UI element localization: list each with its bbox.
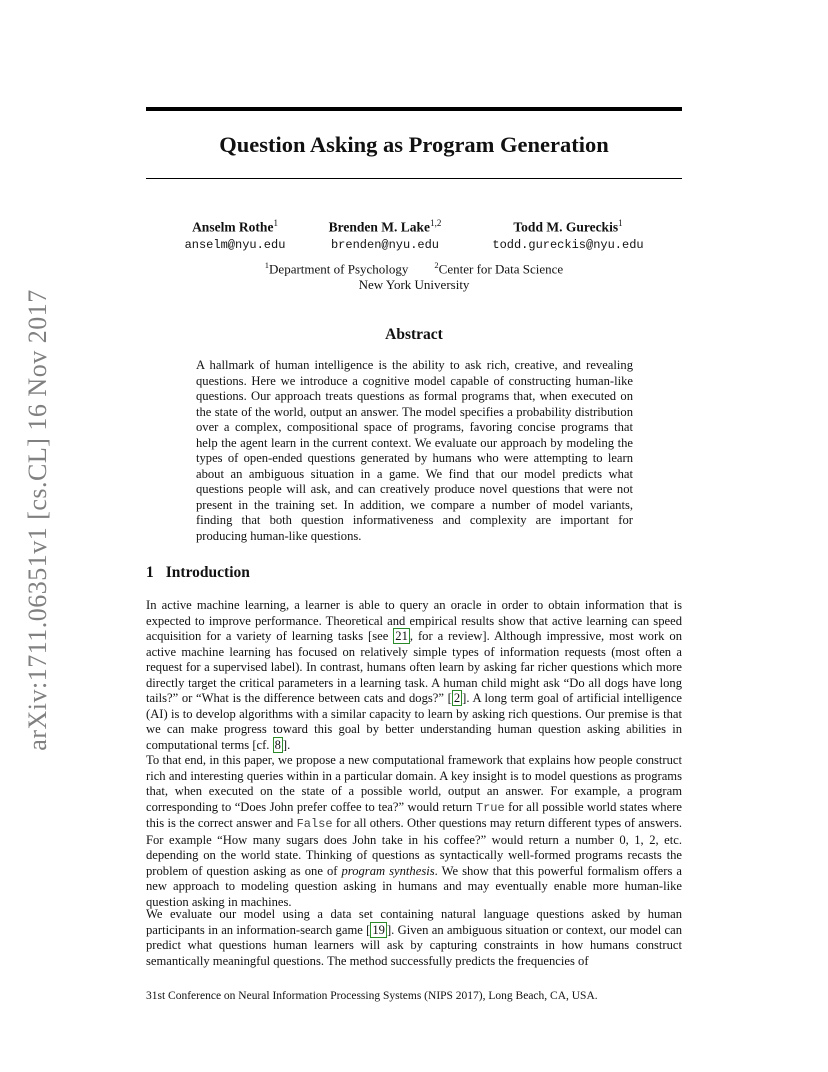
code-false: False [296, 817, 333, 831]
author-1 [170, 214, 300, 253]
author-email[interactable]: brenden@nyu.edu [330, 237, 440, 252]
title-bottom-rule [146, 178, 682, 179]
conference-footer: 31st Conference on Neural Information Processing Systems (NIPS 2017), Long Beach, CA, USA. [146, 990, 598, 1002]
intro-paragraph-3: We evaluate our model using a data set containing natural language questions asked by human participants in an information-search game [ 19 ]. Given an ambiguous situation or context, our model can predict what questions human learners will ask by capturing constraints in how humans construct semantically meaningful questions. The method successfully predicts the frequencies of [146, 907, 682, 968]
section-number: 1 [146, 564, 154, 581]
author-email[interactable]: anselm@nyu.edu [184, 237, 286, 252]
intro-paragraph-2: To that end, in this paper, we propose a new computational framework that explains how people construct rich and interesting queries within in a particular domain. A key insight is to model questions as programs that, when executed on the state of a possible world, output an answer. For example, a program corresponding to “Does John prefer coffee to tea?” would return True for all possible world states where this is the correct answer and False for all others. Other questions may return different types of answers. For example “How many sugars does John take in his coffee?” would return a number 0, 1, 2, etc. depending on the world state. Thinking of questions as syntactically well-formed programs recasts the problem of question asking as one of program synthesis. We show that this powerful formalism offers a new approach to modeling question asking in humans and may eventually enable more human-like question asking in machines. [146, 753, 682, 909]
citation-link[interactable]: 2 [453, 691, 461, 705]
section-heading [146, 564, 250, 582]
author-3 [478, 214, 658, 253]
code-true: True [475, 800, 505, 815]
author-2 [310, 214, 460, 253]
citation-link[interactable]: 21 [395, 629, 408, 643]
institution: New York University [358, 277, 470, 293]
author-name: Anselm Rothe$^1$ [192, 218, 278, 235]
citation-link[interactable]: 8 [274, 737, 281, 752]
title-top-rule [146, 107, 682, 111]
emphasis: program synthesis [341, 863, 435, 878]
affiliations: $^1$Department of Psychology $^2$Center for Data Science New York University [146, 257, 682, 293]
citation-link[interactable]: 19 [372, 922, 385, 937]
author-email[interactable]: todd.gureckis@nyu.edu [492, 237, 644, 252]
author-name: Todd M. Gureckis$^1$ [513, 218, 623, 235]
intro-paragraph-1: In active machine learning, a learner is able to query an oracle in order to obtain information that is expected to improve performance. Theoretical and empirical results show that active learning can speed acquisition for a variety of learning tasks [see 21 , for a review]. Although impressive, most work on active machine learning has focused on relatively simple types of information requests (most often a request for a supervised label). In contrast, humans often learn by asking far richer questions which more directly target the critical parameters in a learning task. A human child might ask “Do all dogs have long tails?” or “What is the difference between cats and dogs?” [ 2 ]. A long term goal of artificial intelligence (AI) is to develop algorithms with a similar capacity to learn by asking rich questions. Our premise is that we can make progress toward this goal by better understanding human question asking abilities in computational terms [cf. 8 ]. [146, 598, 682, 752]
affiliation-1: Department of Psychology [269, 261, 409, 277]
abstract-text: A hallmark of human intelligence is the ability to ask rich, creative, and revealing questions. Here we introduce a cognitive model capable of constructing human-like questions. Our approach treats questions as formal programs that, when executed on the state of the world, output an answer. The model specifies a probability distribution over a complex, compositional space of programs, favoring concise programs that help the agent learn in the current context. We evaluate our approach by modeling the types of open-ended questions generated by humans who were attempting to learn about an ambiguous situation in a game. We find that our model predicts what questions people will ask, and can creatively produce novel questions that were not present in the training set. In addition, we compare a number of model variants, finding that both question informativeness and complexity are important for producing human-like questions. [196, 358, 633, 543]
author-name: Brenden M. Lake$^{1,2}$ [328, 218, 442, 235]
abstract-heading: Abstract [385, 326, 443, 343]
section-title: Introduction [165, 564, 250, 581]
arxiv-stamp: arXiv:1711.06351v1 [cs.CL] 16 Nov 2017 [23, 289, 52, 751]
affiliation-2: Center for Data Science [438, 261, 564, 277]
paper-title: Question Asking as Program Generation [219, 132, 609, 157]
